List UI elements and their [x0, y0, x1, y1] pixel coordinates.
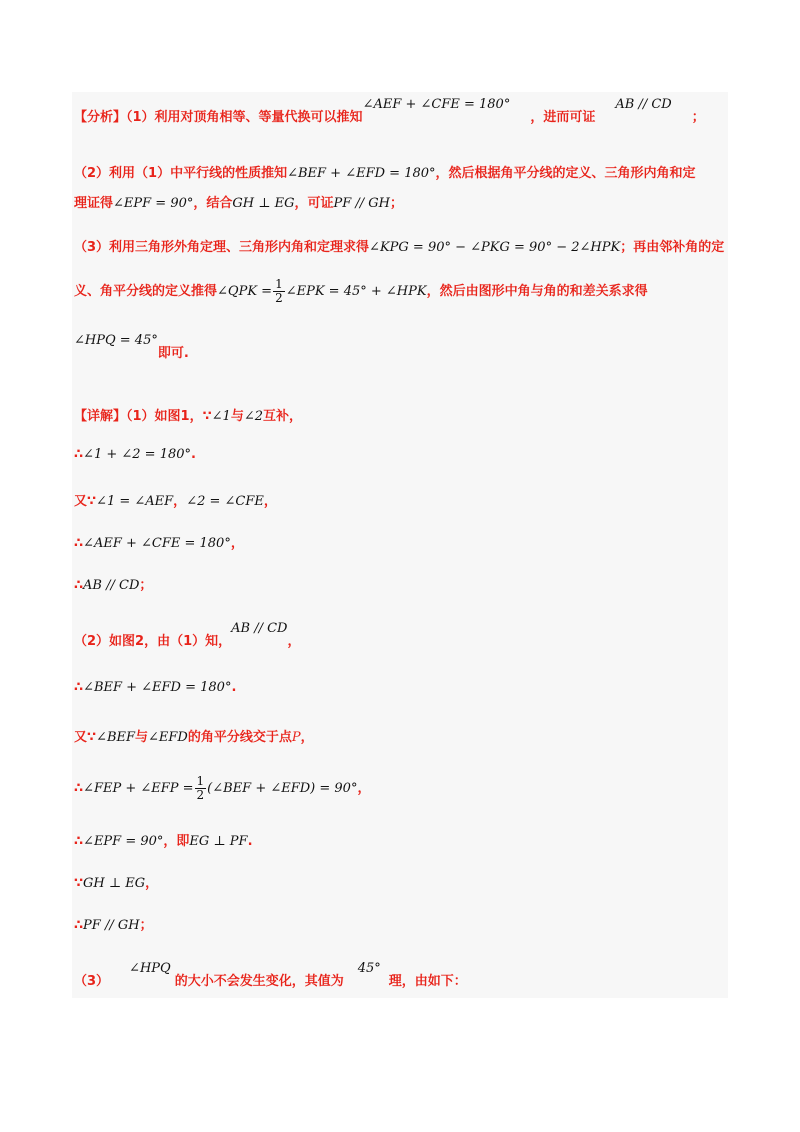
fraction-denominator: 2 [275, 291, 283, 305]
text: ； [139, 578, 153, 593]
math-expression: GH ⊥ EG [83, 876, 146, 891]
math-expression: AB // CD [615, 97, 672, 112]
text: 理，由如下： [388, 974, 467, 989]
detail-line-11 [74, 872, 158, 891]
text: ； [691, 110, 705, 125]
text: ∴ [74, 834, 84, 849]
detail-line-8 [74, 726, 314, 745]
text: . [247, 834, 253, 849]
math-expression: ∠EPF = 90° [113, 196, 194, 211]
text: 与 [230, 409, 244, 424]
detail-line-5 [74, 574, 152, 593]
text: 的大小不会发生变化，其值为 [174, 974, 344, 989]
analysis-line-6 [74, 333, 189, 361]
analysis-line-3 [74, 192, 403, 211]
text: （3） [74, 974, 110, 989]
text: ∴ [74, 536, 84, 551]
text: 又∵ [74, 494, 97, 509]
text: （1）如图1，∵ [126, 409, 212, 424]
text: ； [139, 918, 153, 933]
text: ∴ [74, 680, 84, 695]
analysis-line-2 [74, 162, 696, 181]
detail-line-12 [74, 914, 153, 933]
math-expression: AB // CD [231, 621, 288, 636]
math-expression: ∠HPQ [129, 961, 171, 976]
math-expression: ∠1 = ∠AEF [96, 494, 174, 509]
detail-line-1 [74, 405, 302, 424]
text: ，可证 [294, 196, 334, 211]
math-expression: ∠QPK = [217, 284, 273, 299]
math-expression: ∠HPQ = 45° [74, 333, 158, 348]
text: 义、角平分线的定义推得 [74, 284, 218, 299]
math-expression: ∠AEF + ∠CFE = 180° [362, 97, 511, 112]
text: ，然后根据角平分线的定义、三角形内角和定 [435, 166, 696, 181]
detail-line-13 [74, 961, 467, 989]
text: 又∵ [74, 730, 97, 745]
math-expression: ∠FEP + ∠EFP = [83, 781, 194, 796]
math-expression: GH ⊥ EG [232, 196, 295, 211]
math-expression: ∠BEF + ∠EFD = 180° [83, 680, 232, 695]
analysis-heading: 【分析】 [74, 110, 127, 125]
text: （3）利用三角形外角定理、三角形内角和定理求得 [74, 240, 370, 255]
detail-line-3 [74, 490, 277, 509]
math-expression: ∠KPG = 90° − ∠PKG = 90° − 2∠HPK [369, 240, 621, 255]
text: 与 [135, 730, 149, 745]
math-expression: ∠EPK = 45° + ∠HPK [285, 284, 427, 299]
text: ∵ [74, 876, 84, 891]
math-expression: ∠2 = ∠CFE [186, 494, 264, 509]
detail-line-6 [74, 621, 301, 649]
math-expression: PF // GH [83, 918, 140, 933]
fraction-denominator: 2 [196, 788, 205, 802]
math-expression: ∠BEF + ∠EFD = 180° [287, 166, 436, 181]
math-expression: AB // CD [83, 578, 140, 593]
text: . [191, 447, 196, 462]
fraction-numerator: 1 [196, 774, 205, 788]
analysis-line-5 [74, 278, 648, 305]
analysis-line-4 [74, 236, 724, 255]
text: 理证得 [74, 196, 114, 211]
text: ，然后由图形中角与角的和差关系求得 [426, 284, 648, 299]
text: ； [390, 196, 404, 211]
math-expression: ∠1 + ∠2 = 180° [83, 447, 192, 462]
analysis-line-1 [74, 97, 705, 125]
text: ∴ [74, 447, 84, 462]
text: ∴ [74, 578, 84, 593]
detail-line-2 [74, 447, 196, 462]
math-expression: ∠1 [211, 409, 231, 424]
text: 互补， [263, 409, 303, 424]
text: （2）利用（1）中平行线的性质推知 [74, 166, 288, 181]
math-expression: ∠2 [243, 409, 264, 424]
math-expression: PF // GH [333, 196, 391, 211]
text: ， [173, 494, 187, 509]
text: ；再由邻补角的定 [620, 240, 725, 255]
math-expression: ∠AEF + ∠CFE = 180° [83, 536, 231, 551]
detail-line-7 [74, 680, 236, 695]
text: ，结合 [193, 196, 233, 211]
text: 的角平分线交于点 [187, 730, 292, 745]
text: ，即 [163, 834, 190, 849]
text: ， [357, 781, 371, 796]
math-expression: ∠EPF = 90° [83, 834, 164, 849]
text: ， [300, 730, 314, 745]
text: ∴ [74, 781, 84, 796]
math-expression: 45° [357, 961, 381, 976]
text: ，进而可证 [530, 110, 596, 125]
fraction-half [195, 775, 207, 802]
detail-heading: 【详解】 [74, 409, 127, 424]
fraction-half [273, 278, 285, 305]
math-expression: P [291, 730, 301, 745]
fraction-numerator: 1 [275, 277, 283, 291]
text: （1）利用对顶角相等、等量代换可以推知 [126, 110, 363, 125]
detail-line-9 [74, 775, 370, 802]
math-expression: (∠BEF + ∠EFD) = 90° [207, 781, 358, 796]
text: 即可. [157, 346, 189, 361]
text: ∴ [74, 918, 84, 933]
text: ， [287, 634, 301, 649]
text: ， [230, 536, 244, 551]
text: ， [263, 494, 277, 509]
text: ， [145, 876, 159, 891]
math-expression: ∠BEF [96, 730, 136, 745]
detail-line-10 [74, 830, 253, 849]
math-expression: EG ⊥ PF [189, 834, 248, 849]
text: . [231, 680, 237, 695]
math-expression: ∠EFD [148, 730, 188, 745]
detail-line-4 [74, 532, 244, 551]
text: （2）如图2，由（1）知， [74, 634, 232, 649]
